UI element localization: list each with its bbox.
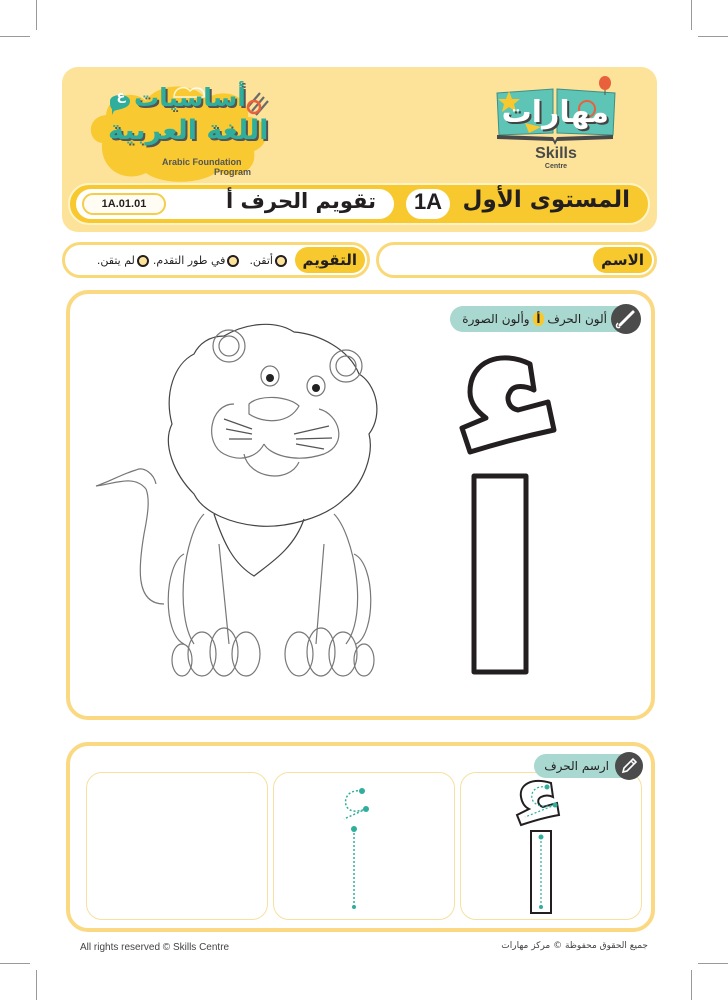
radio-circle-icon[interactable] (227, 255, 239, 267)
lesson-code: 1A.01.01 (82, 193, 166, 215)
lesson-title-area (76, 189, 394, 219)
lion-coloring-picture[interactable] (84, 314, 414, 694)
crop-mark (698, 36, 728, 37)
paintbrush-icon (611, 304, 641, 334)
evaluation-label: التقويم (295, 247, 366, 273)
dotted-letter-guide (274, 773, 456, 921)
radio-circle-icon[interactable] (275, 255, 287, 267)
lesson-title-bar (68, 183, 650, 225)
evaluation-field (62, 242, 370, 278)
brand-english-sub: Centre (544, 163, 568, 170)
footer-copyright-en: All rights reserved © Skills Centre (80, 942, 230, 953)
instruction-prefix: ألون الحرف (547, 312, 607, 326)
program-title-line2: اللغة العربية (108, 115, 269, 146)
option-label: في طور التقدم. (152, 254, 226, 267)
student-name-field[interactable] (376, 242, 657, 278)
crop-mark (691, 970, 692, 1000)
program-subtitle-line1: Arabic Foundation (162, 157, 242, 167)
skills-centre-logo (491, 75, 621, 183)
worksheet-header (62, 67, 657, 232)
footer-copyright-ar: جميع الحقوق محفوظة © مركز مهارات (501, 941, 648, 951)
tracing-instruction (534, 754, 639, 778)
lesson-title: تقويم الحرف أ (225, 189, 376, 213)
brand-english-name: Skills (535, 145, 577, 162)
crop-mark (36, 970, 37, 1000)
pencil-icon (615, 752, 643, 780)
tracing-box-dotted-guide[interactable] (273, 772, 455, 920)
crop-mark (698, 963, 728, 964)
tracing-instruction-text: ارسم الحرف (544, 759, 609, 773)
evaluation-options (97, 249, 287, 273)
coloring-instruction (450, 306, 637, 332)
crop-mark (0, 36, 30, 37)
program-logo (82, 73, 302, 185)
crop-mark (36, 0, 37, 30)
crop-mark (0, 963, 30, 964)
outlined-letter-guide (461, 773, 643, 921)
brand-arabic-name: مهارات (501, 95, 609, 130)
instruction-letter: أ (533, 312, 543, 326)
program-badge-letter: ع (116, 89, 126, 104)
evaluation-option-mastered[interactable] (249, 249, 287, 273)
program-title-line1: أساسيات (134, 83, 246, 112)
coloring-activity-panel (66, 290, 655, 720)
instruction-suffix: وألون الصورة (462, 312, 530, 326)
option-label: لم يتقن. (96, 254, 135, 267)
tracing-box-blank[interactable] (86, 772, 268, 920)
letter-alif-hamza-outline[interactable] (456, 350, 560, 680)
level-title: المستوى الأول (462, 187, 630, 213)
level-badge: 1A (406, 189, 450, 219)
tracing-box-outlined-guide[interactable] (460, 772, 642, 920)
radio-circle-icon[interactable] (137, 255, 149, 267)
crop-mark (691, 0, 692, 30)
name-label: الاسم (593, 247, 652, 273)
evaluation-option-not-mastered[interactable] (97, 249, 149, 273)
program-subtitle-line2: Program (214, 167, 252, 177)
option-label: أتقن. (249, 254, 273, 267)
tracing-activity-panel (66, 742, 655, 932)
evaluation-option-in-progress[interactable] (153, 249, 240, 273)
